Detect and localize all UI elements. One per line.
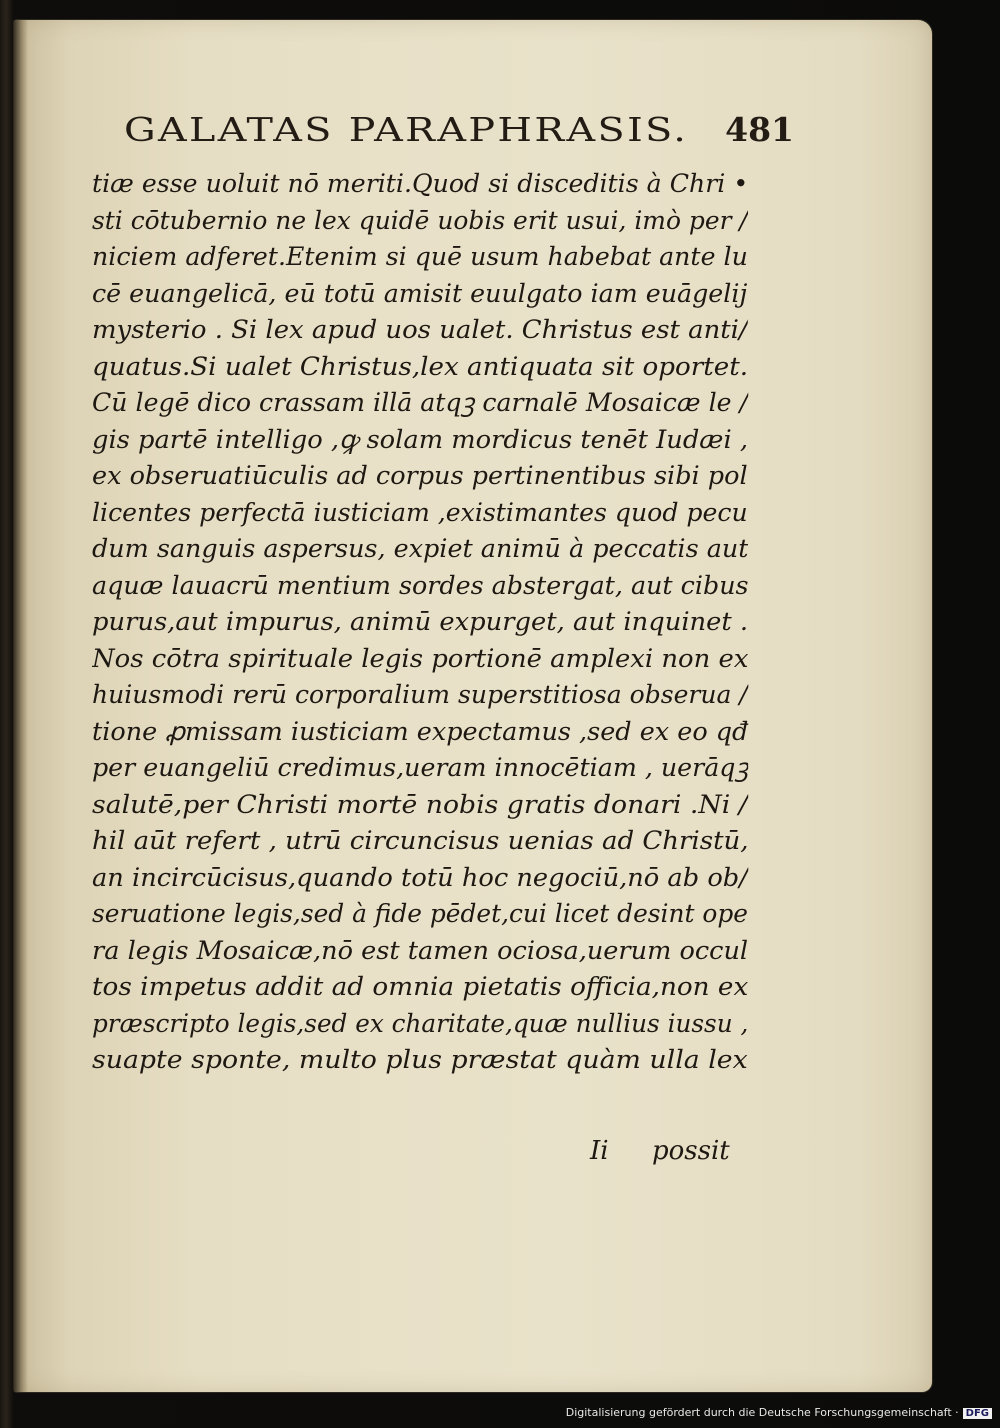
text-line: Nos cōtra spirituale legis portionē amplexi non ex (92, 643, 749, 673)
text-line: aquæ lauacrū mentium sordes abstergat, aut cibus (92, 570, 749, 600)
digitization-credit (566, 1406, 992, 1424)
text-line: sti cōtubernio ne lex quidē uobis erit usui, imò per / (92, 205, 748, 235)
text-block (92, 166, 748, 1079)
text-line: salutē,per Christi mortē nobis gratis donari .Ni / (92, 789, 748, 819)
text-line: per euangeliū credimus,ueram innocētiam , uerāqꝫ (92, 753, 749, 782)
text-line: tiæ esse uoluit nō meriti.Quod si disceditis à Chri • (92, 169, 749, 198)
text-line: niciem adferet.Etenim si quē usum habebat ante lu (92, 242, 748, 271)
running-title: GALATAS PARAPHRASIS. (124, 110, 689, 149)
text-line: an incircūcisus,quando totū hoc negociū,nō ab ob/ (92, 862, 748, 892)
catchword: possit (652, 1136, 730, 1166)
page-number: 481 (725, 110, 794, 149)
text-line: tione ꝓmissam iusticiam expectamus ,sed ex eo qđ (92, 716, 749, 746)
page-gutter (14, 20, 28, 1392)
text-line: gis partē intelligo ,ꝙ solam mordicus tenēt Iudæi , (92, 424, 748, 454)
text-line: ra legis Mosaicæ,nō est tamen ociosa,uerum occul (92, 935, 749, 965)
text-line: Cū legē dico crassam illā atqꝫ carnalē Mosaicæ le / (92, 388, 749, 417)
text-line: seruatione legis,sed à fide pēdet,cui licet desint ope (92, 899, 748, 928)
signature-mark: Ii (590, 1136, 609, 1166)
text-line: quatus.Si ualet Christus,lex antiquata sit oportet. (92, 351, 748, 381)
text-line: huiusmodi rerū corporalium superstitiosa obserua / (92, 680, 748, 709)
text-line: purus,aut impurus, animū expurget, aut inquinet . (92, 607, 749, 636)
dfg-logo: DFG (963, 1408, 992, 1419)
running-head (124, 110, 794, 156)
text-line: præscripto legis,sed ex charitate,quæ nullius iussu , (92, 1008, 749, 1038)
text-line: tos impetus addit ad omnia pietatis officia,non ex (92, 972, 749, 1001)
text-line: cē euangelicā, eū totū amisit euulgato iam euāgelij (92, 278, 748, 308)
text-line: dum sanguis aspersus, expiet animū à peccatis aut (92, 534, 748, 563)
text-line: hil aūt refert , utrū circuncisus uenias ad Christū, (92, 826, 749, 855)
catchline (590, 1136, 750, 1172)
text-line: mysterio . Si lex apud uos ualet. Christus est anti/ (92, 315, 748, 344)
text-line: ex obseruatiūculis ad corpus pertinentibus sibi pol (92, 461, 748, 490)
credit-text: Digitalisierung gefördert durch die Deutsche Forschungsgemeinschaft · (565, 1406, 959, 1419)
text-line: suapte sponte, multo plus præstat quàm ulla lex (92, 1045, 748, 1074)
text-line: licentes perfectā iusticiam ,existimantes quod pecu (92, 497, 748, 527)
